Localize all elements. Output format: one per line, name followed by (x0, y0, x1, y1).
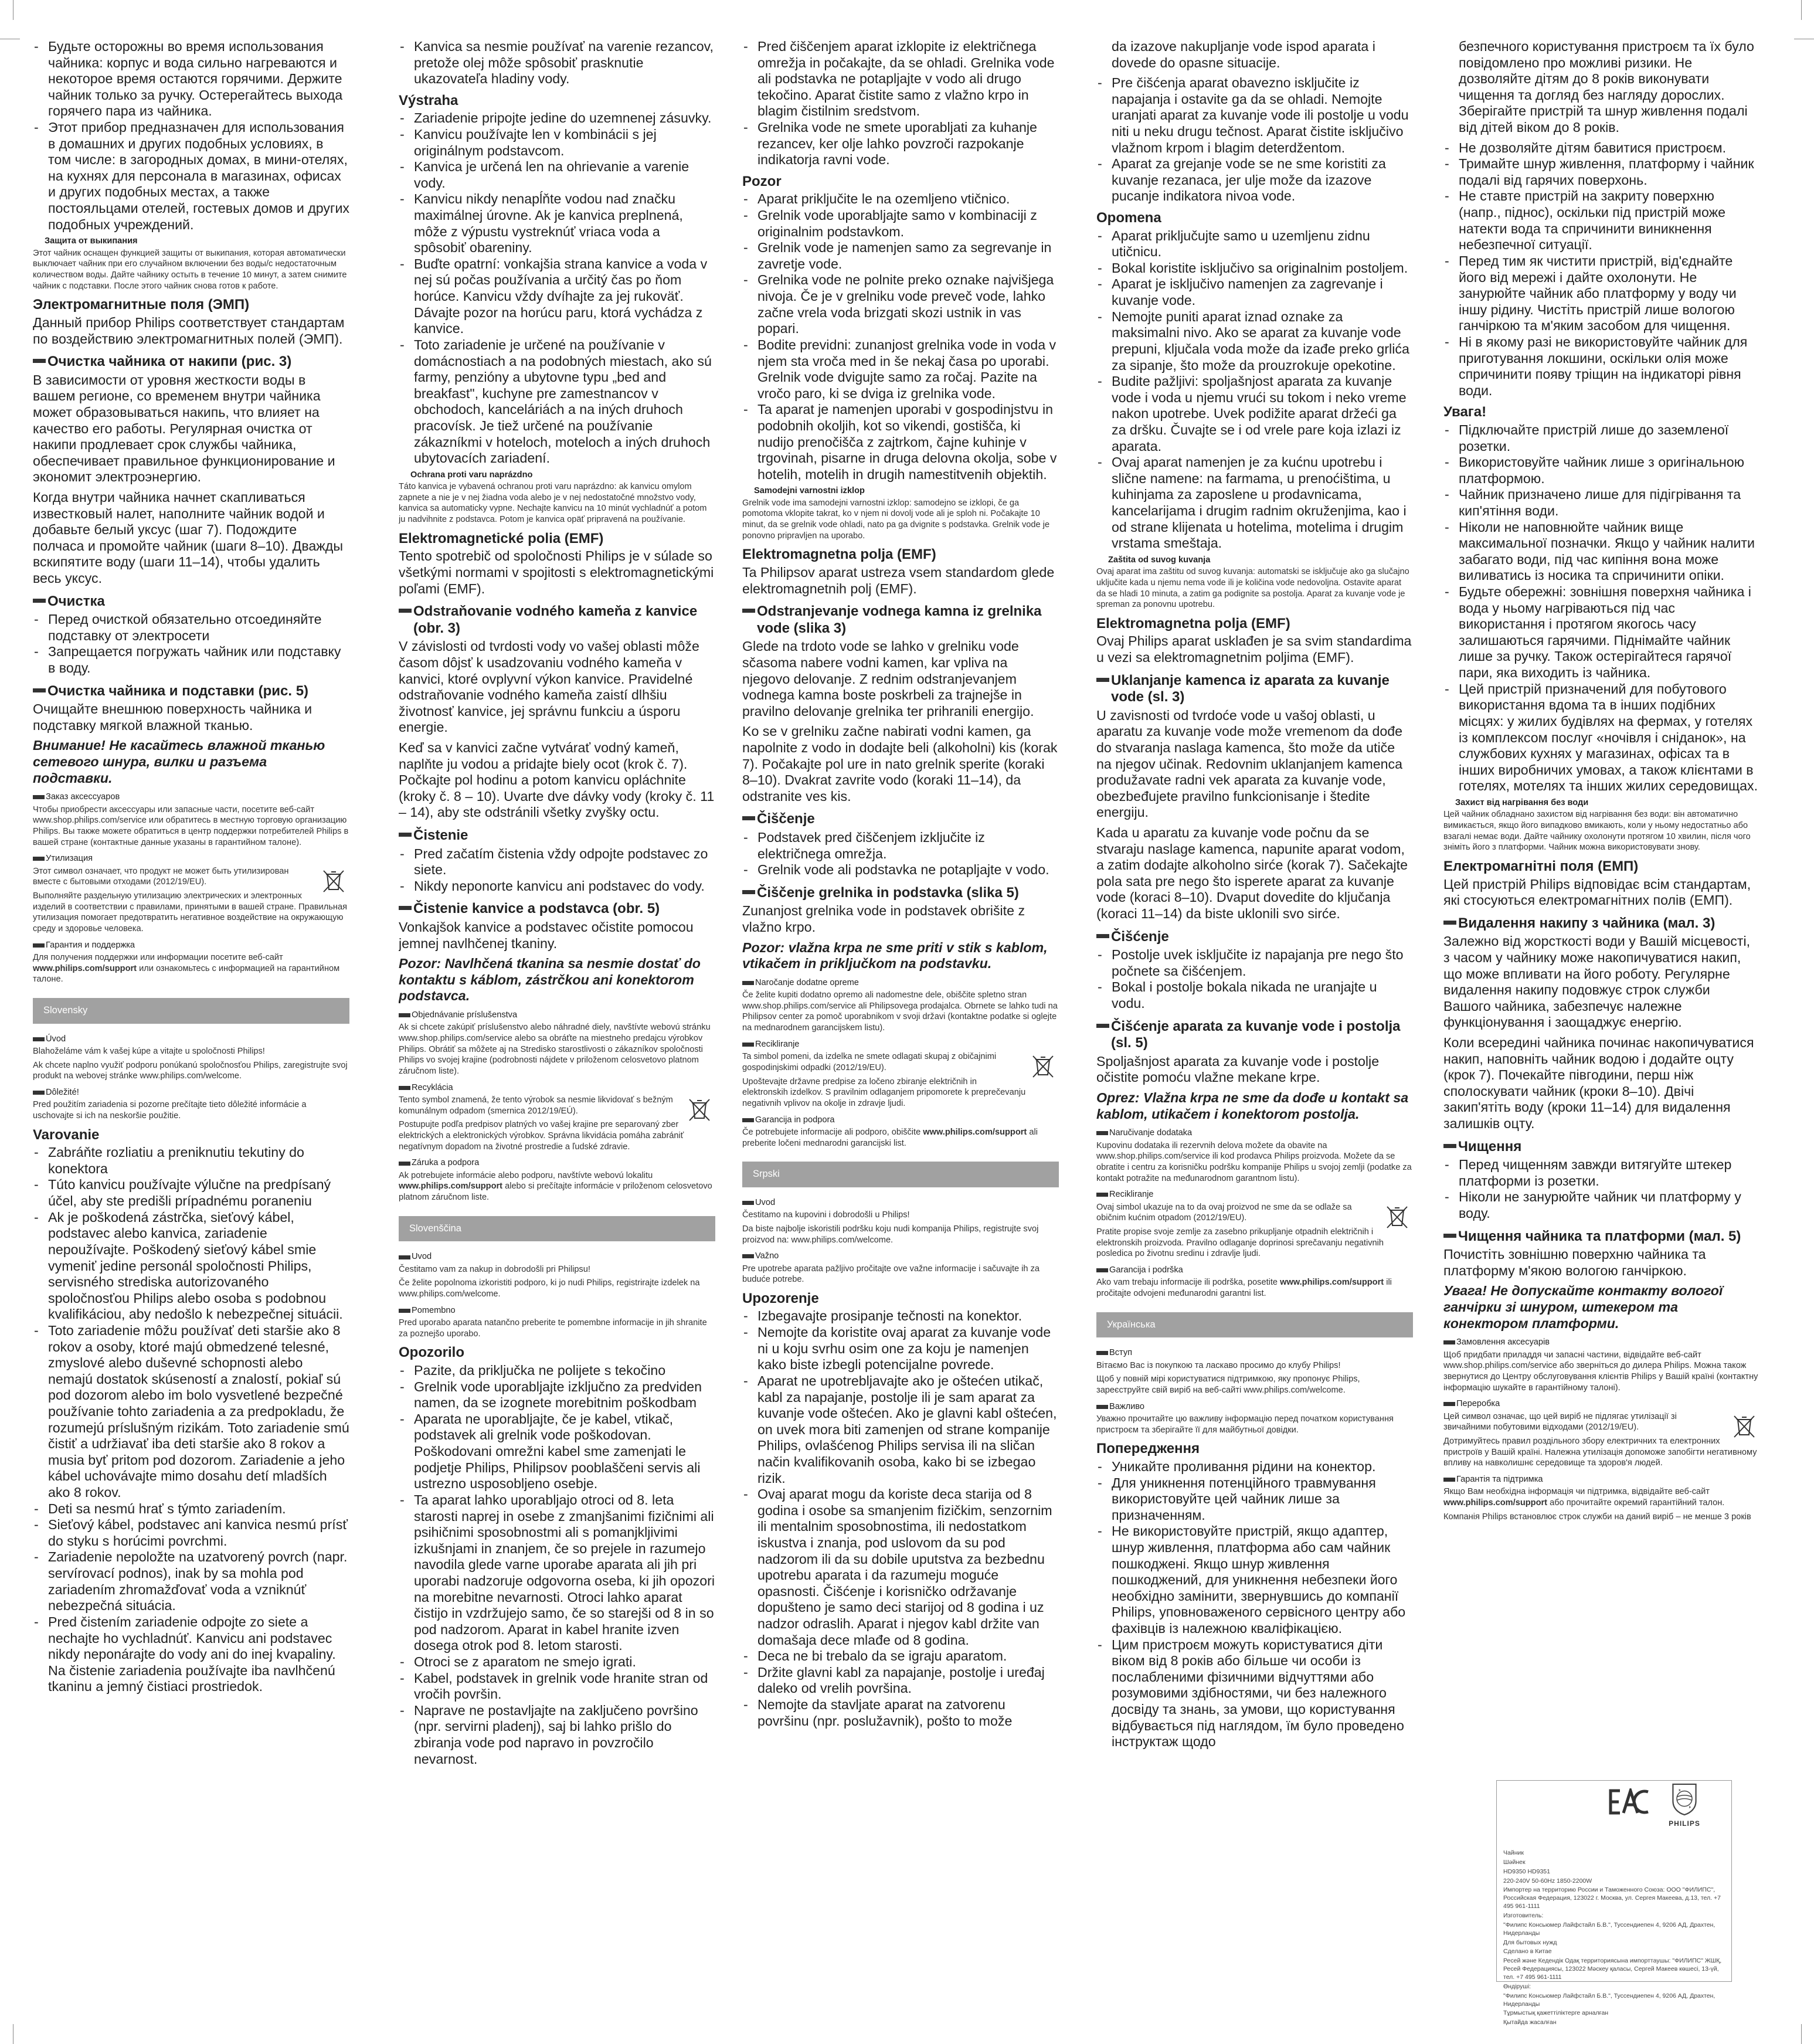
important-title: Важливо (1096, 1402, 1413, 1412)
list-item: - Aparat priključujte samo u uzemljenu zidnu utičnicu. (1096, 228, 1413, 260)
guarantee-title: Гарантия и поддержка (33, 940, 349, 950)
info-line: Шәйнек (1503, 1858, 1526, 1866)
list-item: - Будьте обережні: зовнішня поверхня чайника і вода у ньому нагріваються під час використання і протягом якогось часу залишаються гарячими. Піднімайте чайник лише за ручку. Також остерігайтеся гарячої пари, яка виходить із чайника. (1443, 584, 1760, 681)
clean-kettle-text: Очищайте внешнюю поверхность чайника и подставку мягкой влажной тканью. (33, 701, 312, 733)
guarantee-title: Garancija i podrška (1096, 1265, 1413, 1275)
philips-shield-icon (1665, 1782, 1704, 1816)
clean-kettle-title: Čistenie kanvice a podstavca (obr. 5) (399, 901, 715, 918)
emf-text: Tento spotrebič od spoločnosti Philips je v súlade so všetkými normami v spojitosti s elektromagnetickými poľami (EMF). (399, 548, 714, 596)
recycling-p2: Postupujte podľa predpisov platných vo vašej krajine pre separovaný zber elektrických a elektronických výrobkov. Správna likvidácia pomáha zabrániť negatívnym dopadom na životné prostredie a ľudské zdravie. (399, 1120, 684, 1152)
emf-text: Данный прибор Philips соответствует стандартам по воздействию электромагнитных полей (ЭМП). (33, 314, 345, 347)
clean-kettle-text: Zunanjost grelnika vode in podstavek obrišite z vlažno krpo. (742, 903, 1025, 935)
list-item: - Не ставте пристрій на закриту поверхню (напр., піднос), оскільки під пристрій може натекти вода та спричинити виникнення небезпечної ситуації. (1443, 188, 1760, 253)
continued-text: безпечного користування пристроєм та їх було повідомлено про можливі ризики. Не дозволяйте дітям до 8 років виконувати чищення та догляд без нагляду дорослих. Зберігайте пристрій та шнур живлення подалі від дітей віком до 8 років. (1459, 39, 1754, 135)
descale-p2: Коли всередині чайника починає накопичуватися накип, наповніть чайник водою і додайте оцту (крок 7). Почекайте півгодини, перш ніж сполоскувати чайник (кроки 8–10). Двічі закип'ятіть воду (кроки 11–14) для видалення залишків оцту. (1443, 1034, 1754, 1132)
list-item: - Не дозволяйте дітям бавитися пристроєм. (1443, 140, 1760, 157)
wee-bin-icon (321, 868, 346, 894)
important-title: Pomembno (399, 1306, 715, 1316)
list-a (1443, 140, 1760, 399)
descale-p2: Ko se v grelniku začne nabirati vodni kamen, ga napolnite z vodo in dodajte beli (alkoholni) kis (korak 7). Počakajte pol ure in nato grelnik sperite (koraki 8–10). Dvakrat zavrite vodo (koraki 11–14), da odstranite ves kis. (742, 724, 1058, 804)
list-item: - Не використовуйте пристрій, якщо адаптер, шнур живлення, платформа або сам чайник пошкоджені. Якщо шнур живлення пошкоджений, для уникнення небезпеки його необхідно замінити, звернувшись до компанії Philips, уповноваженого сервісного центру або фахівців із належною кваліфікацією. (1096, 1523, 1413, 1636)
list-item: - Aparat za grejanje vode se ne sme koristiti za kuvanje rezanaca, jer ulje može da izazove pucanje indikatora nivoa vode. (1096, 156, 1413, 205)
clean-title: Очистка (33, 593, 349, 610)
list-item: - Izbegavajte prosipanje tečnosti na konektor. (742, 1308, 1059, 1325)
boil-dry-title: Samodejni varnostni izklop (754, 486, 865, 496)
wee-bin-icon (1732, 1414, 1757, 1439)
list-item: - Перед очисткой обязательно отсоединяйте подставку от электросети (33, 612, 349, 644)
list-item: - Deti sa nesmú hrať s týmto zariadením. (33, 1501, 349, 1517)
info-line: Қытайда жасалған (1503, 2019, 1557, 2026)
boil-dry-text: Táto kanvica je vybavená ochranou proti varu naprázdno: ak kanvicu omylom zapnete a nie je v nej žiadna voda alebo je v nej nedostatočné množstvo vody, kanvica sa automaticky vypne. Nechajte kanvicu na 10 minút vychladnúť a potom ju nadvihnite z podstavca. Potom je kanvica opäť pripravená na používanie. (399, 482, 707, 525)
support-link[interactable]: www.philips.com/support (1280, 1278, 1384, 1288)
caution-list (1443, 422, 1760, 794)
column-4 (1096, 39, 1413, 2009)
emf-title: Elektromagnetna polja (EMF) (742, 546, 936, 563)
caution-title: Výstraha (399, 92, 458, 108)
list-item: - Kanvicu nikdy nenapĺňte vodou nad značku maximálnej úrovne. Ak je kanvica preplnená, môže z výpustu vystreknúť vriaca voda a spôsobiť obareniny. (399, 191, 715, 256)
caution-list (742, 191, 1059, 483)
list-item: - Bodite previdni: zunanjost grelnika vode in voda v njem sta vroča med in še nekaj časa po uporabi. Grelnik vode dvigujte samo za ročaj. Pazite na vročo paro, ki se dviga iz grelnika vode. (742, 337, 1059, 402)
wee-bin-icon (1385, 1204, 1409, 1230)
list-item: - Podstavek pred čiščenjem izključite iz električnega omrežja. (742, 830, 1059, 862)
info-line: Для бытовых нужд (1503, 1938, 1557, 1946)
list-item: - Ak je poškodená zástrčka, sieťový kábel, podstavec alebo kanvica, zariadenie nepoužívajte. Poškodený sieťový kábel smie vymeniť jedine personál spoločnosti Philips, servisného strediska autorizovaného spoločnosťou Philips alebo osoba s podobnou kvalifikáciou, aby nedošlo k nebezpečnej situácii. (33, 1210, 349, 1323)
list-item: - Postolje uvek isključite iz napajanja pre nego što počnete sa čišćenjem. (1096, 947, 1413, 979)
warning-title: Upozorenje (742, 1290, 819, 1306)
important-text: Уважно прочитайте цю важливу інформацію перед початком користування пристроєм та зберігайте її для майбутньої довідки. (1096, 1414, 1394, 1435)
list-item: - Тримайте шнур живлення, платформу і чайник подалі від гарячих поверхонь. (1443, 156, 1760, 188)
list-item: - Kanvicu používajte len v kombinácii s jej originálnym podstavcom. (399, 127, 715, 159)
recycling-title: Переробка (1443, 1399, 1760, 1409)
list-item: - Этот прибор предназначен для использования в домашних и других подобных условиях, в том числе: в загородных домах, в мини-отелях, на кухнях для персонала в магазинах, офисах и других подобных местах, а также постояльцами отелей, гостевых домов и других подобных учреждений. (33, 120, 349, 233)
boil-dry-title: Защита от выкипания (45, 236, 138, 246)
boil-dry-text: Grelnik vode ima samodejni varnostni izklop: samodejno se izklopi, če ga pomotoma vklopite takrat, ko v njem ni dovolj vode ali je sploh ni. Počakajte 10 minut, da se grelnik vode ohladi, nato pa ga dvignite s podstavka. Grelnik vode je ponovno pripravljen na uporabo. (742, 498, 1050, 541)
eac-mark-icon (1608, 1788, 1650, 1815)
crop-mark (1801, 2024, 1802, 2044)
list-item: - Nemojte da stavljate aparat na zatvorenu površinu (npr. poslužavnik), pošto to može (742, 1697, 1059, 1729)
list-item: - Перед тим як чистити пристрій, від'єднайте його від мережі і дайте охолонути. Не занурюйте чайник або платформу у воду чи іншу рідину. Чистіть пристрій лише вологою ганчіркою та м'яким засобом для чищення. (1443, 253, 1760, 334)
descale-p1: Залежно від жорсткості води у Вашій місцевості, з часом у чайнику може накопичуватися накип, що може впливати на його роботу. Регулярне видалення накипу подовжує строк служби Вашого чайника, забезпечує належне функціонування і заощаджує енергію. (1443, 933, 1751, 1030)
important-text: Pred uporabo aparata natančno preberite te pomembne informacije in jih shranite za poznejšo uporabo. (399, 1318, 707, 1339)
descale-p2: Keď sa v kanvici začne vytvárať vodný kameň, naplňte ju vodou a pridajte biely ocot (krok č. 7). Počkajte pol hodinu a potom kanvicu opláchnite (kroky č. 8 – 10). Uvarte dve dávky vody (kroky č. 11 – 14), aby ste odstránili všetky zvyšky octu. (399, 739, 715, 820)
clean-list (1096, 947, 1413, 1011)
clean-kettle-warning: Pozor: vlažna krpa ne sme priti v stik s kablom, vtikačem in priključkom na podstavku. (742, 939, 1048, 972)
boil-dry-text: Этот чайник оснащен функцией защиты от выкипания, которая автоматически выключает чайник при его случайном включении без воды/с недостаточным количеством воды. Дайте чайнику остыть в течение 10 минут, а затем снимите чайник с подставки. После этого чайник снова готов к работе. (33, 248, 347, 291)
list-item: - Ні в якому разі не використовуйте чайник для приготування локшини, оскільки олія може спричинити появу тріщин на індикаторі рівня води. (1443, 334, 1760, 399)
important-text: Pre upotrebe aparata pažljivo pročitajte ove važne informacije i sačuvajte ih za buduće potrebe. (742, 1264, 1040, 1285)
caution-title: Opomena (1096, 210, 1161, 226)
intro-title: Uvod (399, 1252, 715, 1262)
list-item: - Ta aparat lahko uporabljajo otroci od 8. leta starosti naprej in osebe z zmanjšanimi fizičnimi ali psihičnimi sposobnostmi ali s pomanjkljivimi izkušnjami in znanjem, če so prejele in razumejo navodila glede varne uporabe aparata ali jih pri uporabi nadzoruje odgovorna oseba, ki jih opozori na morebitne nevarnosti. Otroci lahko aparat čistijo in vzdržujejo samo, če so starejši od 8 in so pod nadzorom. Aparat in kabel hranite izven dosega otrok pod 8. letom starosti. (399, 1492, 715, 1654)
clean-list (399, 846, 715, 895)
support-link[interactable]: www.philips.com/support (399, 1181, 503, 1191)
list-a (742, 39, 1059, 168)
caution-list (399, 110, 715, 466)
accessories-text: Ak si chcete zakúpiť príslušenstvo alebo náhradné diely, navštívte webovú stránku www.shop.philips.com/service alebo sa obráťte na miestneho predajcu výrobkov Philips. Obrátiť sa môžete aj na Stredisko starostlivosti o zákazníkov spoločnosti Philips vo svojej krajine (podrobnosti nájdete v priloženom celosvetovo platnom záručnom liste). (399, 1023, 711, 1077)
list-item: - Otroci se z aparatom ne smejo igrati. (399, 1654, 715, 1670)
emf-text: Ta Philipsov aparat ustreza vsem standardom glede elektromagnetnih polj (EMF). (742, 564, 1055, 596)
recycling-p2: Дотримуйтесь правил роздільного збору електричних та електронних пристроїв у Вашій країні. Належна утилізація допоможе запобігти негативному впливу на навколишнє середовище та здоров'я людей. (1443, 1436, 1757, 1468)
warning-title: Varovanie (33, 1126, 100, 1143)
clean-kettle-text: Почистіть зовнішню поверхню чайника та платформу м'якою вологою ганчіркою. (1443, 1247, 1706, 1278)
list-item: - Цей пристрій призначений для побутового використання вдома та в інших подібних місцях: у жилих будівлях на фермах, у готелях із комплексом послуг «ночівля і сніданок», на службових кухнях у магазинах, офісах та в інших виробничих умовах, а також клієнтами в готелях, мотелях та інших жилих середовищах. (1443, 681, 1760, 794)
recycling-p2: Pratite propise svoje zemlje za zasebno prikupljanje otpadnih električnih i elektronskih proizvoda. Pravilno odlaganje doprinosi sprečavanju negativnih posledica po životnu sredinu i zdravlje ljudi. (1096, 1227, 1384, 1259)
recycling-title: Recikliranje (1096, 1190, 1413, 1200)
accessories-text: Щоб придбати приладдя чи запасні частини, відвідайте веб-сайт www.shop.philips.com/service або зверніться до дилера Philips. Можна також звернутися до Центру обслуговування клієнтів Philips у Вашій країні (контактну інформацію шукайте в гарантійному талоні). (1443, 1350, 1758, 1393)
clean-kettle-text: Spoljašnjost aparata za kuvanje vode i postolje očistite pomoću vlažne mekane krpe. (1096, 1053, 1380, 1085)
warning-list-sl (399, 1363, 715, 1767)
list-a (1096, 75, 1413, 205)
clean-kettle-warning: Pozor: Navlhčená tkanina sa nesmie dostať do kontaktu s káblom, zástrčkou ani konektorom podstavca. (399, 956, 701, 1004)
caution-title: Увага! (1443, 404, 1487, 420)
info-line: "Филипс Консьюмер Лайфстайл Б.В.", Туссендиепен 4, 9206 АД, Драхтен, Нидерланды (1503, 1992, 1716, 2008)
list-item: - Nemojte da koristite ovaj aparat za kuvanje vode ni u koju svrhu osim one za koju je namenjen kako biste izbegli potencijalne povrede. (742, 1325, 1059, 1373)
list-item: - Pred čistením zariadenie odpojte zo siete a nechajte ho vychladnúť. Kanvicu ani podstavec nikdy neponárajte do vody ani do inej kvapaliny. Na čistenie zariadenia používajte iba navlhčenú tkaninu a jemný čistiaci prostriedok. (33, 1614, 349, 1695)
clean-title: Čišćenje (1096, 929, 1413, 946)
list-item: - Для уникнення потенційного травмування використовуйте цей чайник лише за призначенням. (1096, 1475, 1413, 1524)
recycling-p2: Выполняйте раздельную утилизацию электрических и электронных изделий в соответствии с правилами, принятыми в вашей стране. Правильная утилизация помогает предотвратить негативное воздействие на окружающую среду и здоровье человека. (33, 891, 347, 933)
language-header-sr: Srpski (742, 1162, 1059, 1187)
guarantee-title: Гарантія та підтримка (1443, 1475, 1760, 1485)
list-item: - Nikdy neponorte kanvicu ani podstavec do vody. (399, 878, 715, 895)
guarantee-text: Če potrebujete informacije ali podporo, obiščite www.philips.com/support ali preberite ločeni mednarodni garancijski list. (742, 1127, 1038, 1148)
list-item: - Aparat ne upotrebljavajte ako je oštećen utikač, kabl za napajanje, postolje ili je sam aparat za kuvanje vode oštećen. Ako je glavni kabl oštećen, on uvek mora biti zamenjen od strane kompanije Philips, ovlašćenog Philips servisa ili na sličan način kvalifikovanih osoba, kako bi se izbegao rizik. (742, 1373, 1059, 1486)
info-line: Сделано в Китае (1503, 1948, 1552, 1955)
info-line: Тұрмыстық қажеттіліктерге арналған (1503, 2009, 1609, 2017)
philips-shield-logo (1665, 1782, 1704, 1829)
emf-title: Elektromagnetické polia (EMF) (399, 530, 604, 546)
clean-kettle-text: Vonkajšok kanvice a podstavec očistite pomocou jemnej navlhčenej tkaniny. (399, 919, 694, 951)
wee-bin-icon (687, 1097, 712, 1123)
clean-list (742, 830, 1059, 878)
list-item: - Запрещается погружать чайник или подставку в воду. (33, 644, 349, 676)
clean-kettle-warning: Увага! Не допускайте контакту вологої ганчірки зі шнуром, штекером та конектором платформи. (1443, 1283, 1723, 1331)
intro-p1: Вітаємо Вас із покупкою та ласкаво просимо до клубу Philips! (1096, 1360, 1341, 1370)
clean-title: Čiščenje (742, 811, 1059, 828)
descale-title: Uklanjanje kamenca iz aparata za kuvanje vode (sl. 3) (1096, 673, 1413, 706)
intro-p2: Če želite popolnoma izkoristiti podporo, ki jo nudi Philips, registrirajte izdelek na www.philips.com/welcome. (399, 1278, 700, 1299)
guarantee-text: Ak potrebujete informácie alebo podporu, navštívte webovú lokalitu www.philips.com/support alebo si prečítajte informácie v priloženom celosvetovo platnom záručnom liste. (399, 1170, 712, 1203)
accessories-text: Kupovinu dodataka ili rezervnih delova možete da obavite na www.shop.philips.com/service ili kod prodavca Philips proizvoda. Možete da se obratite i centru za korisničku podršku kompanije Philips u svojoj zemlji (podatke za kontakt potražite na međunarodnom garantnom listu). (1096, 1140, 1412, 1183)
caution-title: Pozor (742, 173, 782, 189)
descale-p1: U zavisnosti od tvrdoće vode u vašoj oblasti, u aparatu za kuvanje vode može vremenom da dođe do stvaranja naslaga kamenca, što može da utiče na njegov učinak. Redovnim uklanjanjem kamenca produžavate radni vek aparata za kuvanje vode, obezbeđujete pravilno funkcionisanje i štedite energiju. (1096, 707, 1403, 820)
info-line: HD9350 HD9351 (1503, 1868, 1550, 1875)
list-item: - Kanvica je určená len na ohrievanie a varenie vody. (399, 159, 715, 191)
accessories-title: Objednávanie príslušenstva (399, 1010, 715, 1020)
list-item: - Уникайте проливання рідини на конектор. (1096, 1459, 1413, 1475)
warning-list-ru (33, 39, 349, 233)
list-item: - Zariadenie pripojte jedine do uzemnenej zásuvky. (399, 110, 715, 127)
clean-list (1443, 1157, 1760, 1221)
list-item: - Grelnika vode ne smete uporabljati za kuhanje rezancev, ker olje lahko povzroči razpokanje indikatorja ravni vode. (742, 120, 1059, 168)
list-item: - Bokal i postolje bokala nikada ne uranjajte u vodu. (1096, 979, 1413, 1011)
guarantee-text: Ako vam trebaju informacije ili podrška, posetite www.philips.com/support ili pročitajte odvojeni međunarodni garantni list. (1096, 1278, 1392, 1298)
list-item: - Aparat je isključivo namenjen za zagrevanje i kuvanje vode. (1096, 276, 1413, 308)
intro-title: Úvod (33, 1034, 349, 1044)
clean-title: Чищення (1443, 1139, 1760, 1156)
important-text: Pred použitím zariadenia si pozorne prečítajte tieto dôležité informácie a uschovajte si ich na neskoršie použitie. (33, 1100, 307, 1121)
list-item: - Використовуйте чайник лише з оригінальною платформою. (1443, 454, 1760, 487)
emf-title: Электромагнитные поля (ЭМП) (33, 297, 250, 313)
column-1 (33, 39, 349, 2009)
crop-mark (1801, 0, 1802, 20)
intro-title: Вступ (1096, 1348, 1413, 1358)
boil-dry-text: Цей чайник обладнано захистом від нагрівання без води: він автоматично вимикається, якщо його випадково вмикають, коли у ньому недостатньо або взагалі немає води. Дайте чайнику охолонути протягом 10 хвилин, після чого зніміть його з платформи. Чайник можна використовувати знову. (1443, 810, 1751, 853)
language-header-sl: Slovenščina (399, 1216, 715, 1242)
warning-title: Попередження (1096, 1441, 1200, 1457)
list-item: - Grelnik vode ali podstavka ne potapljajte v vodo. (742, 862, 1059, 878)
descale-p2: Когда внутри чайника начнет скапливаться известковый налет, наполните чайник водой и добавьте белый уксус (шаг 7). Подождите полчаса и промойте чайник (шаги 8–10). Дважды вскипятите воду (шаги 11–14), чтобы удалить весь уксус. (33, 489, 343, 586)
descale-p1: В зависимости от уровня жесткости воды в вашем регионе, со временем внутри чайника может образовываться накипь, что влияет на качество его работы. Регулярная очистка от накипи продлевает срок службы чайника, обеспечивает правильное функционирование и экономит электроэнергию. (33, 372, 335, 485)
descale-title: Odstraňovanie vodného kameňa z kanvice (obr. 3) (399, 603, 715, 637)
important-title: Dôležité! (33, 1088, 349, 1098)
intro-p1: Čestitamo na kupovini i dobrodošli u Philips! (742, 1210, 910, 1220)
clean-kettle-title: Čišćenje aparata za kuvanje vode i postolja (sl. 5) (1096, 1018, 1413, 1052)
clean-kettle-title: Очистка чайника и подставки (рис. 5) (33, 683, 349, 700)
warning-list-sk (33, 1145, 349, 1695)
info-line: 220-240V 50-60Hz 1850-2200W (1503, 1877, 1592, 1885)
intro-p2: Ak chcete naplno využiť podporu ponúkanú spoločnosťou Philips, zaregistrujte svoj produkt na webovej stránke www.philips.com/welcome. (33, 1060, 348, 1081)
list-item: - Чайник призначено лише для підігрівання та кип'ятіння води. (1443, 487, 1760, 519)
warning-list-uk (1096, 1459, 1413, 1750)
clean-title: Čistenie (399, 827, 715, 844)
list-item: - Zariadenie nepoložte na uzatvorený povrch (napr. servírovací podnos), inak by sa mohla pod zariadením zhromažďovať voda a vzniknúť nebezpečná situácia. (33, 1549, 349, 1614)
emf-title: Електромагнітні поля (ЕМП) (1443, 858, 1639, 875)
accessories-text: Če želite kupiti dodatno opremo ali nadomestne dele, obiščite spletno stran www.shop.philips.com/service ali Philipsovega prodajalca. Obrnete se lahko tudi na Philipsov center za pomoč uporabnikom v svoji državi (kontaktne podatke si oglejte na mednarodnem garancijskem listu). (742, 990, 1058, 1033)
list-item: - Grelnik vode je namenjen samo za segrevanje in zavretje vode. (742, 240, 1059, 272)
list-item: - Pred čiščenjem aparat izklopite iz električnega omrežja in počakajte, da se ohladi. Grelnika vode ali podstavka ne potapljajte v vodo ali drugo tekočino. Aparat čistite samo z vlažno krpo in blagim čistilnim sredstvom. (742, 39, 1059, 120)
info-line: "Филипс Консьюмер Лайфстайл Б.В.", Туссендиепен 4, 9206 АД, Драхтен, Нидерланды (1503, 1921, 1716, 1937)
descale-title: Odstranjevanje vodnega kamna iz grelnika vode (slika 3) (742, 603, 1059, 637)
column-3 (742, 39, 1059, 2009)
info-line: Өндіруші: (1503, 1982, 1531, 1990)
accessories-title: Naručivanje dodataka (1096, 1128, 1413, 1138)
intro-p2: Da biste najbolje iskoristili podršku koju nudi kompanija Philips, registrujte svoj proizvod na: www.philips.com/welcome. (742, 1224, 1039, 1245)
accessories-title: Заказ аксессуаров (33, 792, 349, 802)
guarantee-title: Záruka a podpora (399, 1158, 715, 1168)
list-item: - Kabel, podstavek in grelnik vode hranite stran od vročih površin. (399, 1670, 715, 1703)
accessories-title: Naročanje dodatne opreme (742, 978, 1059, 988)
accessories-title: Замовлення аксесуарів (1443, 1337, 1760, 1347)
recycling-p1: Ovaj simbol ukazuje na to da ovaj proizvod ne sme da se odlaže sa običnim kućnim otpadom (2012/19/EU). (1096, 1202, 1352, 1223)
column-2 (399, 39, 715, 2009)
warning-list-sr (742, 1308, 1059, 1729)
emf-title: Elektromagnetna polja (EMF) (1096, 615, 1290, 631)
intro-p2: Щоб у повній мірі користуватися підтримкою, яку пропонує Philips, зареєструйте свій виріб на веб-сайті www.philips.com/welcome. (1096, 1374, 1360, 1395)
descale-p1: V závislosti od tvrdosti vody vo vašej oblasti môže časom dôjsť k usadzovaniu vodného kameňa v kanvici, ktoré ovplyvní výkon kanvice. Pravidelné odstraňovanie vodného kameňa zaistí dlhšiu životnosť kanvice, jej správnu funkciu a úsporu energie. (399, 639, 699, 735)
info-line: Импортер на территорию России и Таможенного Союза: ООО "ФИЛИПС", Российская Федерация, 123022 г. Москва, ул. Сергея Макеева, д.13, тел. +7 495 961-1111 (1503, 1886, 1721, 1910)
list-item: - Ovaj aparat mogu da koriste deca starija od 8 godina i osobe sa smanjenim fizičkim, senzornim ili mentalnim sposobnostima, ili nedostatkom iskustva i znanja, pod uslovom da su pod nadzorom ili da su dobile uputstva za bezbednu upotrebu aparata i da razumeju moguće opasnosti. Čišćenje i korisničko održavanje dopušteno je samo deci starijoj od 8 godina i uz nadzor odraslih. Aparat i njegov kabl držite van domašaja dece mlađe od 8 godina. (742, 1486, 1059, 1648)
recycling-p1: Цей символ означає, що цей виріб не підлягає утилізації зі звичайними побутовими відходами (2012/19/EU). (1443, 1411, 1677, 1432)
list-item: - Deca ne bi trebalo da se igraju aparatom. (742, 1648, 1059, 1665)
clean-list (33, 612, 349, 676)
list-item: - Držite glavni kabl za napajanje, postolje i uređaj daleko od vrelih površina. (742, 1665, 1059, 1697)
list-item: - Будьте осторожны во время использования чайника: корпус и вода сильно нагреваются и некоторое время остаются горячими. Держите чайник только за ручку. Остерегайтесь выхода горячего пара из чайника. (33, 39, 349, 120)
list-item: - Pazite, da priključka ne polijete s tekočino (399, 1363, 715, 1379)
descale-title: Видалення накипу з чайника (мал. 3) (1443, 915, 1760, 932)
support-link[interactable]: www.philips.com/support (1443, 1498, 1548, 1508)
important-title: Važno (742, 1251, 1059, 1261)
clean-kettle-warning: Oprez: Vlažna krpa ne sme da dođe u kontakt sa kablom, utikačem i konektorom postolja. (1096, 1089, 1409, 1122)
product-info-text (1503, 1849, 1726, 2028)
emf-text: Цей пристрій Philips відповідає всім стандартам, які стосуються електромагнітних полів (ЕМП). (1443, 876, 1751, 908)
wee-bin-icon (1031, 1054, 1055, 1079)
clean-kettle-warning: Внимание! Не касайтесь влажной тканью сетевого шнура, вилки и разъема подставки. (33, 738, 325, 786)
recycling-title: Утилизация (33, 854, 349, 864)
list-item: - Pred začatím čistenia vždy odpojte podstavec zo siete. (399, 846, 715, 878)
list-item: - Kanvica sa nesmie používať na varenie rezancov, pretože olej môže spôsobiť prasknutie ukazovateľa hladiny vody. (399, 39, 715, 87)
list-a (399, 39, 715, 87)
brand-wordmark: PHILIPS (1669, 1819, 1700, 1828)
list-item: - Ta aparat je namenjen uporabi v gospodinjstvu in podobnih okoljih, kot so vikendi, gostišča, ki nudijo prenočišča z zajtrkom, čajne kuhinje v trgovinah, pisarne in druga delovna okolja, sobe v hotelih, motelih in drugih namestitvenih objektih. (742, 402, 1059, 483)
recycling-p2: Upoštevajte državne predpise za ločeno zbiranje električnih in elektronskih izdelkov. S pravilnim odlaganjem pripomorete k preprečevanju negativnih vplivov na okolje in zdravje ljudi. (742, 1077, 1026, 1108)
info-line: Изготовитель: (1503, 1912, 1544, 1920)
list-item: - Buďte opatrní: vonkajšia strana kanvice a voda v nej sú počas používania a určitý čas po ňom horúce. Kanvicu vždy dvíhajte za jej rukoväť. Dávajte pozor na horúcu paru, ktorá vychádza z kanvice. (399, 256, 715, 337)
list-item: - Zabráňte rozliatiu a preniknutiu tekutiny do konektora (33, 1145, 349, 1177)
language-header-sk: Slovensky (33, 998, 349, 1024)
emf-text: Ovaj Philips aparat usklađen je sa svim standardima u vezi sa elektromagnetnim poljima (EMF). (1096, 633, 1412, 666)
accessories-text: Чтобы приобрести аксессуары или запасные части, посетите веб-сайт www.shop.philips.com/service или обратитесь в местную торговую организацию Philips. Вы также можете обратиться в центр поддержки потребителей Philips в вашей стране (контактные данные указаны в гарантийном талоне). (33, 804, 349, 847)
boil-dry-title: Ochrana proti varu naprázdno (410, 470, 533, 480)
list-item: - Цим пристроєм можуть користуватися діти віком від 8 років або більше чи особи із послабленими фізичними відчуттями або розумовими здібностями, чи без належного досвіду та знань, за умови, що користування відбувається під наглядом, їм було проведено інструктаж щодо (1096, 1637, 1413, 1750)
support-link[interactable]: www.philips.com/support (33, 963, 137, 973)
clean-kettle-title: Чищення чайника та платформи (мал. 5) (1443, 1228, 1760, 1245)
list-item: - Budite pažljivi: spoljašnjost aparata za kuvanje vode i voda u njemu vrući su tokom i neko vreme nakon upotrebe. Uvek podižite aparat držeći ga za dršku. Čuvajte se i od vrele pare koja izlazi iz aparata. (1096, 374, 1413, 454)
list-item: - Перед чищенням завжди витягуйте штекер платформи із розетки. (1443, 1157, 1760, 1189)
list-item: - Aparat priključite le na ozemljeno vtičnico. (742, 191, 1059, 208)
intro-title: Uvod (742, 1198, 1059, 1208)
descale-p1: Glede na trdoto vode se lahko v grelniku vode sčasoma nabere vodni kamen, kar vpliva na njegovo delovanje. Z rednim odstranjevanjem vodnega kamna boste poskrbeli za trajnejše in pravilno delovanje grelnika ter prihranili energijo. (742, 639, 1034, 719)
intro-p1: Blahoželáme vám k vašej kúpe a vitajte u spoločnosti Philips! (33, 1046, 265, 1056)
list-item: - Ніколи не занурюйте чайник чи платформу у воду. (1443, 1189, 1760, 1221)
descale-title: Очистка чайника от накипи (рис. 3) (33, 354, 349, 371)
info-line: Ресей және Кедендік Одақ территориясына импорттаушы: "ФИЛИПС" ЖШҚ, Ресей Федерациясы, 123022 Мәскеу қаласы, Сергей Макеев көшесі, 13-үй, тел. +7 495 961-1111 (1503, 1957, 1722, 1981)
recycling-p1: Ta simbol pomeni, da izdelka ne smete odlagati skupaj z običajnimi gospodinjskimi odpadki (2012/19/EU). (742, 1052, 997, 1072)
boil-dry-title: Захист від нагрівання без води (1455, 797, 1589, 807)
recycling-title: Recyklácia (399, 1083, 715, 1093)
continued-text: da izazove nakupljanje vode ispod aparata i dovede do opasne situacije. (1112, 39, 1375, 70)
caution-list (1096, 228, 1413, 552)
boil-dry-title: Zaštita od suvog kuvanja (1108, 555, 1211, 565)
list-item: - Bokal koristite isključivo sa originalnim postoljem. (1096, 260, 1413, 277)
list-item: - Ніколи не наповнюйте чайник вище максимальної позначки. Якщо у чайник налити забагато води, під час кипіння вона може виливатись із носика та спричинити опіки. (1443, 520, 1760, 584)
guarantee-text: Якщо Вам необхідна інформація чи підтримка, відвідайте веб-сайт www.philips.com/support або прочитайте окремий гарантійний талон. (1443, 1487, 1725, 1508)
list-item: - Grelnik vode uporabljajte samo v kombinaciji z originalnim podstavkom. (742, 208, 1059, 240)
recycling-p1: Этот символ означает, что продукт не может быть утилизирован вместе с бытовыми отходами (2012/19/EU). (33, 866, 289, 887)
list-item: - Grelnika vode ne polnite preko oznake najvišjega nivoja. Če je v grelniku vode preveč vode, lahko začne vrela voda brizgati skozi ustnik in vas popari. (742, 272, 1059, 337)
list-item: - Grelnik vode uporabljajte izključno za predviden namen, da se izognete morebitnim poškodbam (399, 1379, 715, 1411)
recycling-p1: Tento symbol znamená, že tento výrobok sa nesmie likvidovať s bežným komunálnym odpadom (smernica 2012/19/EÚ). (399, 1095, 673, 1116)
guarantee-title: Garancija in podpora (742, 1115, 1059, 1125)
list-item: - Túto kanvicu používajte výlučne na predpísaný účel, aby ste predišli prípadnému poraneniu (33, 1177, 349, 1209)
list-item: - Sieťový kábel, podstavec ani kanvica nesmú prísť do styku s horúcimi povrchmi. (33, 1517, 349, 1549)
recycling-title: Recikliranje (742, 1040, 1059, 1050)
list-item: - Pre čišćenja aparat obavezno isključite iz napajanja i ostavite ga da se ohladi. Nemojte uranjati aparat za kuvanje vode ili postolje u vodu niti u neku drugu tečnost. Aparat čistite isključivo vlažnom krpom i blagim deterdžentom. (1096, 75, 1413, 156)
info-line: Чайник (1503, 1849, 1524, 1856)
list-item: - Nemojte puniti aparat iznad oznake za maksimalni nivo. Ako se aparat za kuvanje vode prepuni, ključala voda može da izađe preko grlića za sipanje, što može da prouzrokuje opekotine. (1096, 309, 1413, 374)
column-5 (1443, 39, 1760, 2009)
list-item: - Ovaj aparat namenjen je za kućnu upotrebu i slične namene: na farmama, u prenoćištima, u kuhinjama za zaposlene u prodavnicama, kancelarijama i drugim radnim okruženjima, kao i od strane klijenata u hotelima, motelima i drugim vrstama smeštaja. (1096, 454, 1413, 552)
clean-kettle-title: Čiščenje grelnika in podstavka (slika 5) (742, 885, 1059, 902)
support-link[interactable]: www.philips.com/support (923, 1127, 1027, 1137)
service-life-text: Компанія Philips встановлює строк служби на даний виріб – не менше 3 років (1443, 1512, 1751, 1522)
boil-dry-text: Ovaj aparat ima zaštitu od suvog kuvanja: automatski se isključuje ako ga slučajno uključite kada u njemu nema vode ili je količina vode nedovoljna. Ostavite aparat da se hladi 10 minuta, a zatim ga podignite sa postolja. Aparat za kuvanje vode je spreman za ponovnu upotrebu. (1096, 567, 1409, 610)
descale-p2: Kada u aparatu za kuvanje vode počnu da se stvaraju naslage kamenca, napunite aparat vodom, a zatim dodajte alkoholno sirće (korak 7). Sačekajte pola sata pre nego što isperete aparat za kuvanje vode (koraci 8–10). Dvaput dovedite do ključanja (koraci 11–14) da biste uklonili svo sirće. (1096, 825, 1408, 922)
warning-title: Opozorilo (399, 1344, 464, 1361)
guarantee-text: Для получения поддержки или информации посетите веб-сайт www.philips.com/support или ознакомьтесь с информацией на гарантийном талоне. (33, 952, 340, 984)
language-header-uk: Українська (1096, 1312, 1413, 1338)
list-item: - Toto zariadenie môžu používať deti staršie ako 8 rokov a osoby, ktoré majú obmedzené telesné, zmyslové alebo duševné schopnosti alebo nemajú dostatok skúseností a znalostí, pokiaľ sú pod dozorom alebo im bolo vysvetlené bezpečné používanie tohto zariadenia a za predpokladu, že rozumejú príslušným rizikám. Toto zariadenie smú čistiť a udržiavať iba deti staršie ako 8 rokov a musia byť pritom pod dozorom. Zariadenie a jeho kábel uchovávajte mimo dosahu detí mladších ako 8 rokov. (33, 1323, 349, 1501)
intro-p1: Čestitamo vam za nakup in dobrodošli pri Philipsu! (399, 1264, 590, 1274)
list-item: - Toto zariadenie je určené na používanie v domácnostiach a na podobných miestach, ako sú farmy, penzióny a ubytovne typu „bed and breakfast", kuchyne pre zamestnancov v obchodoch, kanceláriách a na iných druhoch pracovísk. Je tiež určené na používanie zákazníkmi v hoteloch, moteloch a iných druhoch ubytovacích zariadení. (399, 337, 715, 467)
list-item: - Підключайте пристрій лише до заземленої розетки. (1443, 422, 1760, 454)
list-item: - Naprave ne postavljajte na zaključeno površino (npr. servirni pladenj), saj bi lahko prišlo do zbiranja vode pod napravo in povzročilo nevarnost. (399, 1703, 715, 1767)
list-item: - Aparata ne uporabljajte, če je kabel, vtikač, podstavek ali grelnik vode poškodovan. Poškodovani omrežni kabel sme zamenjati le podjetje Philips, Philipsov pooblaščeni servis ali ustrezno usposobljeno osebje. (399, 1411, 715, 1492)
